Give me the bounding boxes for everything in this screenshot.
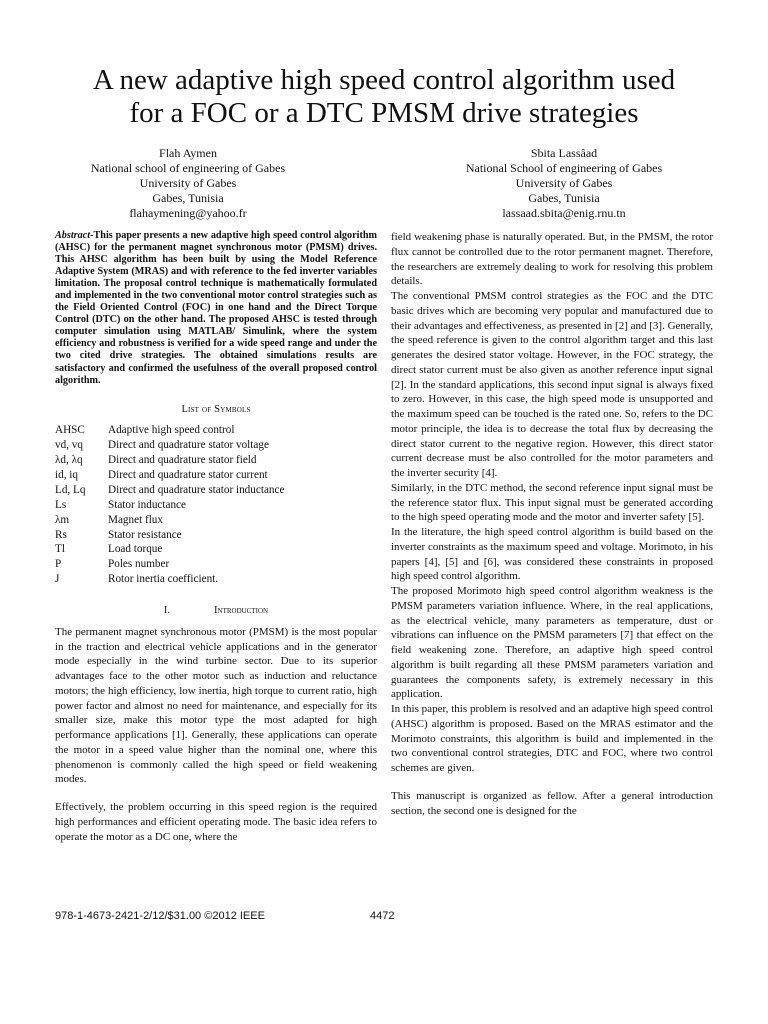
author-email: lassaad.sbita@enig.rnu.tn: [502, 206, 626, 220]
symbol-row: [55, 483, 377, 498]
symbol-row: [55, 542, 377, 557]
section-number: I.: [163, 605, 171, 617]
body-paragraph: field weakening phase is naturally operated. But, in the PMSM, the rotor flux cannot be controlled due to the rotor permanent magnet. Therefore, the researchers are extremely dealing to work for resolving this problem details.: [391, 231, 713, 288]
intro-paragraph: The permanent magnet synchronous motor (PMSM) is the most popular in the traction and electrical vehicle applications and in the generator mode especially in the wind turbine sector. Due to its superior advantages face to the other motor such as induction and reluctance motors; the high efficiency, low inertia, high torque to current ratio, high power factor and almost no need for maintenance, and especially for its smaller size, make this motor type the most adapted for high performance applications [1]. Generally, these applications can operate the motor in a speed value higher than the nominal one, where this phenomenon is commonly called the high speed or field weakening modes.: [55, 625, 377, 786]
author-block-2: [394, 146, 734, 221]
symbol: P: [55, 558, 62, 571]
symbol-definition: Direct and quadrature stator field: [108, 454, 257, 467]
title-line-1: A new adaptive high speed control algorithm used: [92, 64, 676, 96]
symbol: λm: [55, 513, 70, 526]
symbol-definition: Stator inductance: [108, 498, 186, 511]
symbol: id, iq: [55, 469, 78, 482]
section-title: Introduction: [214, 605, 269, 617]
paper-title: [40, 64, 728, 130]
author-block-1: [18, 146, 358, 221]
body-paragraph: Similarly, in the DTC method, the second reference input signal must be the reference stator flux. This input signal must be generated according to the high speed operating mode and the motor and inverter safety [5].: [391, 481, 713, 524]
symbol-row: [55, 453, 377, 468]
symbol-definition: Adaptive high speed control: [108, 424, 235, 437]
symbol: Ld, Lq: [55, 483, 86, 496]
author-name: Flah Aymen: [159, 146, 217, 160]
symbol: vd, vq: [55, 439, 83, 452]
symbol-row: [55, 572, 377, 587]
title-line-2: for a FOC or a DTC PMSM drive strategies: [129, 97, 639, 129]
symbol: Ls: [55, 498, 67, 511]
body-paragraph: The proposed Morimoto high speed control algorithm weakness is the PMSM parameters variation influence. Where, in the real applications, as the electrical vehicle, many parameters as temperature, dust or vibrations can influence on the PMSM parameters [7] that effect on the field weakening zone. Therefore, an adaptive high speed control algorithm is built regarding all these PMSM parameters variation and guarantees the components safety, is extremely necessary in this application.: [391, 585, 713, 701]
abstract: [55, 230, 377, 387]
author-email: flahaymening@yahoo.fr: [129, 206, 247, 220]
footer-isbn: 978-1-4673-2421-2/12/$31.00 ©2012 IEEE: [55, 910, 265, 922]
author-location: Gabes, Tunisia: [152, 191, 224, 205]
symbols-list: [55, 423, 377, 587]
author-affiliation: National school of engineering of Gabes: [90, 161, 286, 175]
right-column: [391, 230, 713, 818]
symbol: AHSC: [55, 424, 85, 437]
author-university: University of Gabes: [515, 176, 613, 190]
author-university: University of Gabes: [139, 176, 237, 190]
intro-paragraph: Effectively, the problem occurring in this speed region is the required high performances and efficient operating mode. The basic idea refers to operate the motor as a DC one, where the: [55, 801, 377, 843]
symbol-definition: Load torque: [108, 543, 163, 556]
author-location: Gabes, Tunisia: [528, 191, 600, 205]
symbol-row: [55, 438, 377, 453]
symbol-row: [55, 513, 377, 528]
symbol-definition: Stator resistance: [108, 528, 182, 541]
body-paragraph: This manuscript is organized as fellow. After a general introduction section, the second one is designed for the: [391, 789, 713, 817]
symbol-row: [55, 498, 377, 513]
body-paragraph: The conventional PMSM control strategies as the FOC and the DTC basic drives which are becoming very popular and manufactured due to their advantages and effectiveness, as presented in [2] and [3]. Generally, the speed reference is given to the control algorithm target and this last generates the desired stator voltage. However, in the FOC strategy, the direct stator current must be also given as another reference input signal [2]. In the standard applications, this second input signal is always fixed to zero. However, in this case, the high speed mode is unsupported and the maximum speed can be touched is the rated one. So, refers to the DC motor principle, the idea is to decrease the total flux by decreasing the direct stator current to the negative region. However, this direct stator current decrease must be also controlled for the motor parameters and the inverter security [4].: [391, 290, 713, 479]
abstract-lead: Abstract-: [55, 230, 94, 241]
symbol: Tl: [55, 543, 65, 556]
body-paragraph: In the literature, the high speed control algorithm is build based on the inverter constraints as the maximum speed and voltage. Morimoto, in his papers [4], [5] and [6], was considered these constraints in proposed high speed control algorithm.: [391, 526, 713, 583]
abstract-text: This paper presents a new adaptive high speed control algorithm (AHSC) for the permanent magnet synchronous motor (PMSM) drives. This AHSC algorithm has been built by using the Model Reference Adaptive System (MRAS) and with reference to the fed inverter variables limitation. The proposal control technique is mathematically formulated and implemented in the two conventional motor control strategies such as the Field Oriented Control (FOC) in one hand and the Direct Torque Control (DTC) on the other hand. The proposed AHSC is tested through computer simulation using MATLAB/ Simulink, where the system efficiency and robustness is verified for a wide speed range and under the two cited drive strategies. The obtained simulations results are satisfactory and confirmed the usefulness of the overall proposed control algorithm.: [55, 230, 377, 386]
symbol-definition: Poles number: [108, 558, 170, 571]
symbol: λd, λq: [55, 454, 83, 467]
symbol-definition: Direct and quadrature stator inductance: [108, 483, 285, 496]
symbol-definition: Direct and quadrature stator voltage: [108, 439, 269, 452]
symbols-heading-text: List of Symbols: [181, 403, 251, 415]
symbol-row: [55, 557, 377, 572]
symbol-row: [55, 423, 377, 438]
body-paragraph: In this paper, this problem is resolved and an adaptive high speed control (AHSC) algorithm is proposed. Based on the MRAS estimator and the Morimoto constraints, this algorithm is build and implemented in the two conventional control strategies, DTC and FOC, where two control schemes are given.: [391, 703, 713, 774]
symbol-definition: Direct and quadrature stator current: [108, 469, 268, 482]
symbols-heading: [55, 403, 377, 418]
symbol-definition: Rotor inertia coefficient.: [108, 573, 219, 586]
footer-page-number: 4472: [370, 910, 395, 922]
symbol: J: [55, 573, 60, 586]
symbol-row: [55, 528, 377, 543]
symbol-definition: Magnet flux: [108, 513, 163, 526]
author-affiliation: National School of engineering of Gabes: [465, 161, 663, 175]
section-heading-introduction: [55, 604, 377, 619]
symbol: Rs: [55, 528, 67, 541]
symbol-row: [55, 468, 377, 483]
left-column: [55, 230, 377, 844]
author-name: Sbita Lassâad: [530, 146, 598, 160]
